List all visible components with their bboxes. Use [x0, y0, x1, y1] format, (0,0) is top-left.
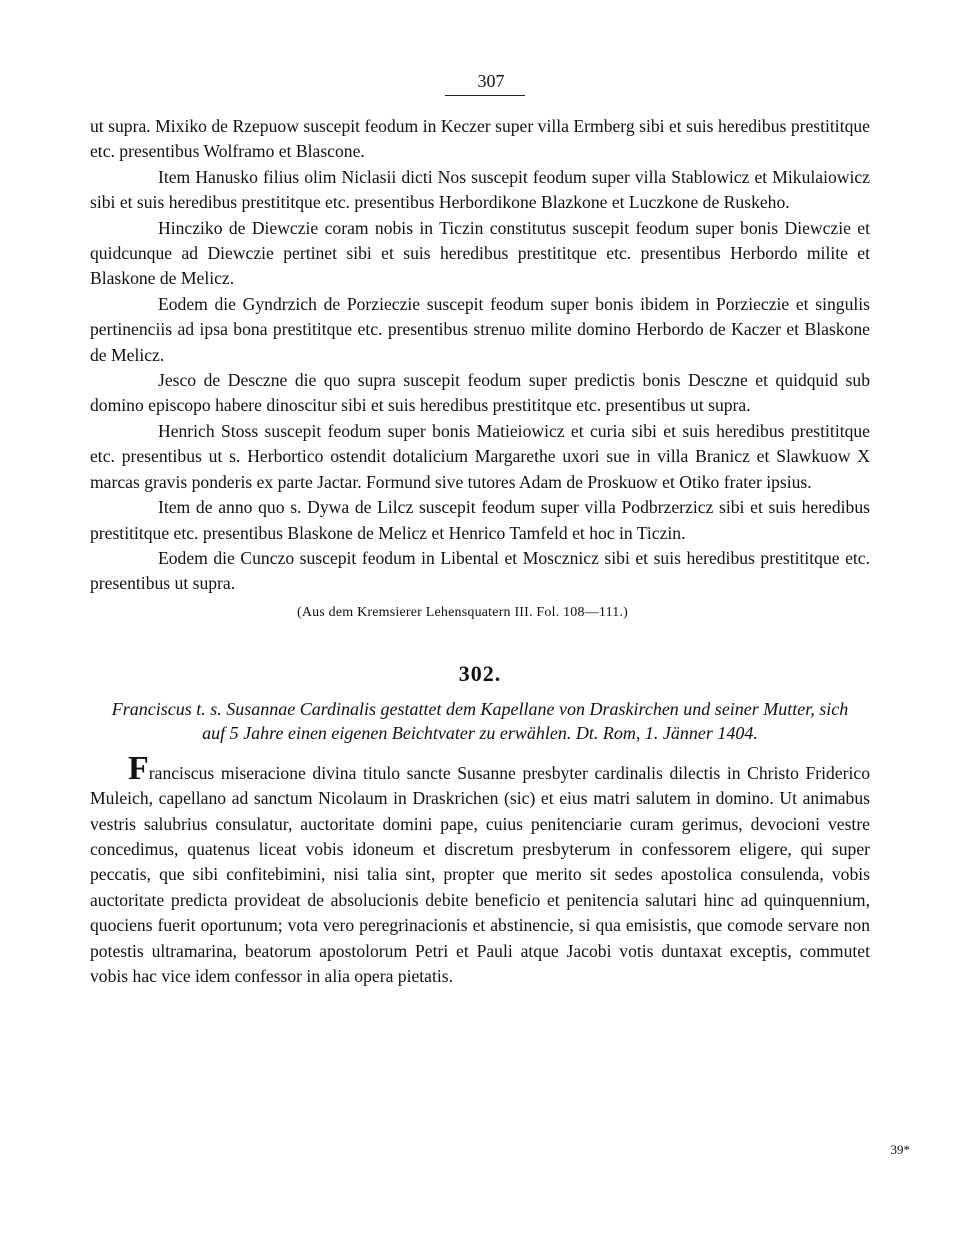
document-page	[90, 70, 870, 989]
body-text	[90, 114, 870, 597]
document-paragraph	[90, 749, 870, 990]
page-number-rule	[445, 95, 525, 96]
paragraph: Eodem die Cunczo suscepit feodum in Libental et Moscznicz sibi et suis heredibus prestititque etc. presentibus ut supra.	[90, 547, 870, 594]
drop-cap: F	[128, 749, 149, 787]
paragraph: Hincziko de Diewczie coram nobis in Ticzin constitutus suscepit feodum super bonis Diewczie et quidcunque ad Diewczie pertinet sibi et suis heredibus prestititque etc. presentibus Herbordo milite et Blaskone de Melicz.	[90, 217, 870, 289]
page-number: 307	[477, 71, 505, 91]
paragraph: Item Hanusko filius olim Niclasii dicti Nos suscepit feodum super villa Stablowicz et Mikulaiowicz sibi et suis heredibus prestititque etc. presentibus Herbordikone Blazkone et Luczkone de Ruskeho.	[90, 166, 870, 213]
paragraph: Item de anno quo s. Dywa de Lilcz suscepit feodum super villa Podbrzerzicz sibi et suis heredibus prestititque etc. presentibus Blaskone de Melicz et Henrico Tamfeld et hoc in Ticzin.	[90, 497, 870, 543]
paragraph: Henrich Stoss suscepit feodum super bonis Matieiowicz et curia sibi et suis heredibus prestititque etc. presentibus ut s. Herbortico ostendit dotalicium Margarethe uxori sue in villa Branicz et Slawkuow X marcas gravis ponderis ex parte Jactar. Formund sive tutores Adam de Proskuow et Otiko frater ipsius.	[90, 420, 870, 492]
source-note: (Aus dem Kremsierer Lehensquatern III. Fol. 108—111.)	[296, 604, 629, 620]
document-text: ranciscus miseracione divina titulo sancte Susanne presbyter cardinalis dilectis in Christo Friderico Muleich, capellano ad sanctum Nicolaum in Draskrichen (sic) et eius matri salutem in domino. Ut animabus vestris salubrius consulatur, auctoritate domini pape, cuius penitenciarie curam gerimus, devocioni vestre concedimus, quatenus liceat vobis idoneum et discretum presbyterum in confessorem eligere, qui super peccatis, que sibi confitebimini, nisi talia sint, propter que merito sit sedes apostolica consulenda, vobis auctoritate predicta provideat de absolucionis debite beneficio et penitencia salutari hinc ad quinquennium, quociens fuerit oportunum; vota vero peregrinacionis et abstinencie, si qua emisistis, que comode servare non potestis ultramarina, beatorum apostolorum Petri et Pauli atque Jacobi votis duntaxat exceptis, commutet vobis hac vice idem confessor in alia opera pietatis.	[90, 762, 870, 986]
document-number: 302.	[458, 660, 502, 686]
signature-mark: 39*	[890, 1142, 910, 1157]
document-body	[90, 749, 870, 990]
paragraph: ut supra. Mixiko de Rzepuow suscepit feodum in Keczer super villa Ermberg sibi et suis heredibus prestititque etc. presentibus Wolframo et Blascone.	[90, 116, 870, 162]
paragraph: Jesco de Desczne die quo supra suscepit feodum super predictis bonis Desczne et quidquid sub domino episcopo habere dinoscitur sibi et suis heredibus prestititque etc. presentibus ut supra.	[90, 370, 870, 416]
paragraph: Eodem die Gyndrzich de Porzieczie suscepit feodum super bonis ibidem in Porzieczie et singulis pertinenciis ad ipsa bona prestititque etc. presentibus strenuo milite domino Herbordo de Kaczer et Blaskone de Melicz.	[90, 293, 870, 365]
document-title: Franciscus t. s. Susannae Cardinalis gestattet dem Kapellane von Draskirchen und seiner Mutter, sich auf 5 Jahre einen eigenen Beichtvater zu erwählen. Dt. Rom, 1. Jänner 1404.	[111, 698, 849, 743]
